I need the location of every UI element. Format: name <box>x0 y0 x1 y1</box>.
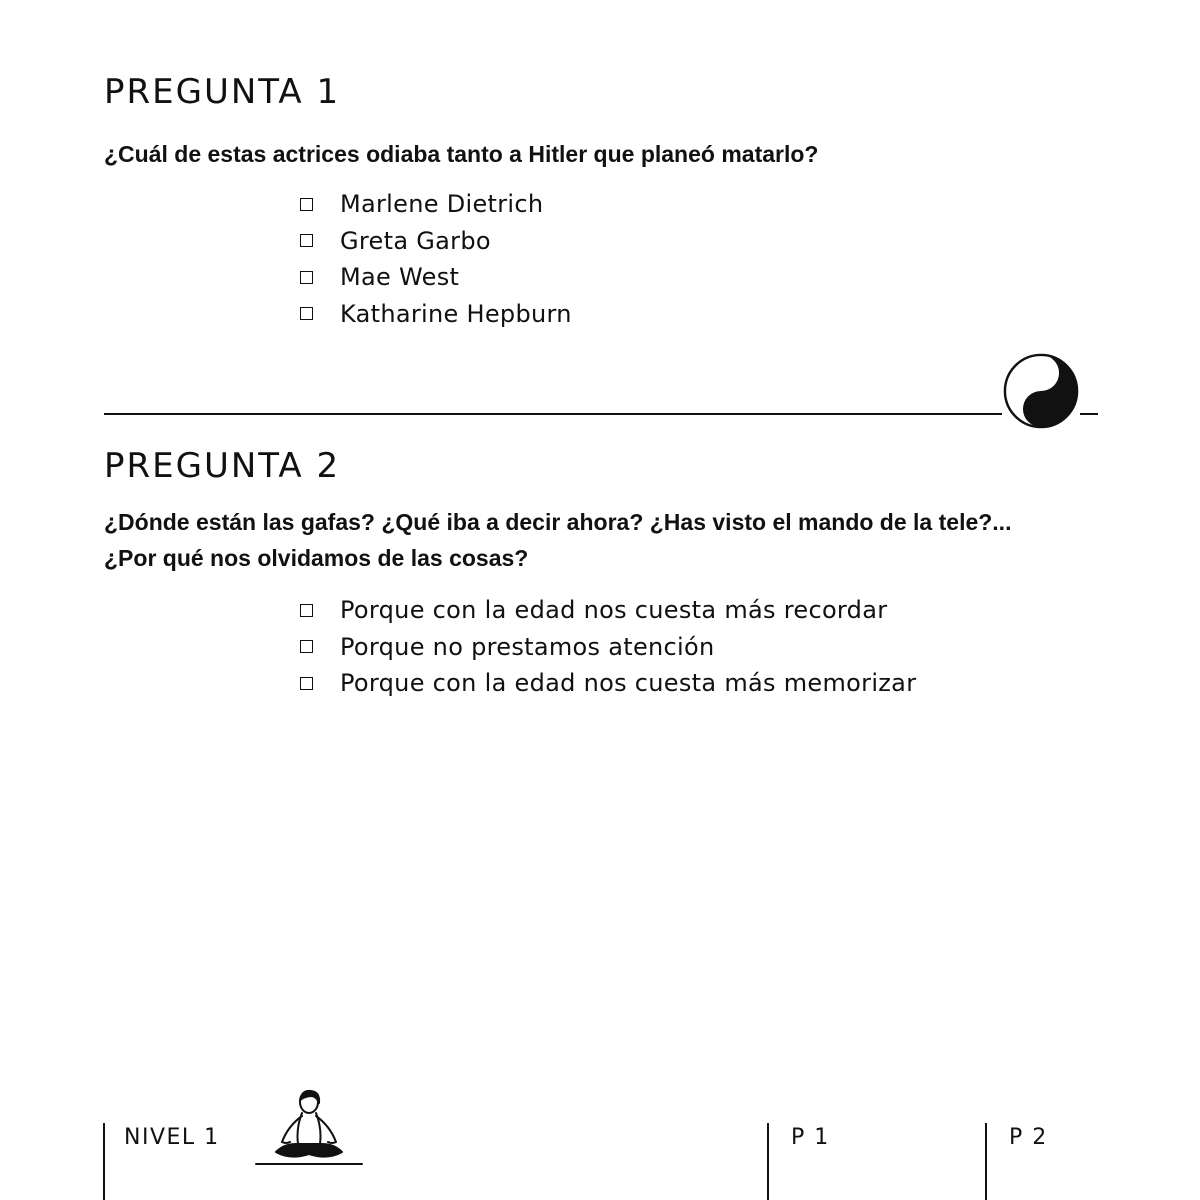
question-1-title: PREGUNTA 1 <box>104 72 341 112</box>
question-1-text <box>104 136 1104 172</box>
option-label: Porque con la edad nos cuesta más recordar <box>340 596 888 625</box>
question-1-option[interactable] <box>300 296 572 333</box>
yin-yang-icon <box>1002 352 1080 430</box>
option-label: Marlene Dietrich <box>340 190 544 219</box>
option-label: Porque con la edad nos cuesta más memorizar <box>340 669 917 698</box>
checkbox[interactable] <box>300 271 313 284</box>
question-1-option[interactable] <box>300 223 572 260</box>
checkbox[interactable] <box>300 198 313 211</box>
page-marker-p1: P 1 <box>791 1125 830 1150</box>
question-1-text-line: ¿Cuál de estas actrices odiaba tanto a Hitler que planeó matarlo? <box>104 141 819 167</box>
question-2-option[interactable] <box>300 665 916 702</box>
checkbox[interactable] <box>300 234 313 247</box>
question-2-title: PREGUNTA 2 <box>104 446 341 486</box>
question-1-option[interactable] <box>300 186 572 223</box>
question-2-text-line-1: ¿Dónde están las gafas? ¿Qué iba a decir ahora? ¿Has visto el mando de la tele?... <box>104 509 1012 535</box>
option-label: Katharine Hepburn <box>340 299 572 328</box>
question-2-options <box>300 592 916 702</box>
question-2-option[interactable] <box>300 629 916 666</box>
page-marker-p2: P 2 <box>1009 1125 1048 1150</box>
question-1-options <box>300 186 572 332</box>
option-label: Porque no prestamos atención <box>340 632 715 661</box>
option-label: Greta Garbo <box>340 226 491 255</box>
question-1-option[interactable] <box>300 259 572 296</box>
checkbox[interactable] <box>300 677 313 690</box>
level-label: NIVEL 1 <box>124 1125 220 1150</box>
section-divider <box>104 413 1098 415</box>
checkbox[interactable] <box>300 640 313 653</box>
footer-divider-right <box>985 1123 987 1200</box>
option-label: Mae West <box>340 263 460 292</box>
meditation-icon <box>252 1088 366 1168</box>
footer-divider-middle <box>767 1123 769 1200</box>
question-2-option[interactable] <box>300 592 916 629</box>
footer-divider-left <box>103 1123 105 1200</box>
checkbox[interactable] <box>300 604 313 617</box>
checkbox[interactable] <box>300 307 313 320</box>
question-2-text-line-2: ¿Por qué nos olvidamos de las cosas? <box>104 545 529 571</box>
question-2-text <box>104 504 1104 576</box>
